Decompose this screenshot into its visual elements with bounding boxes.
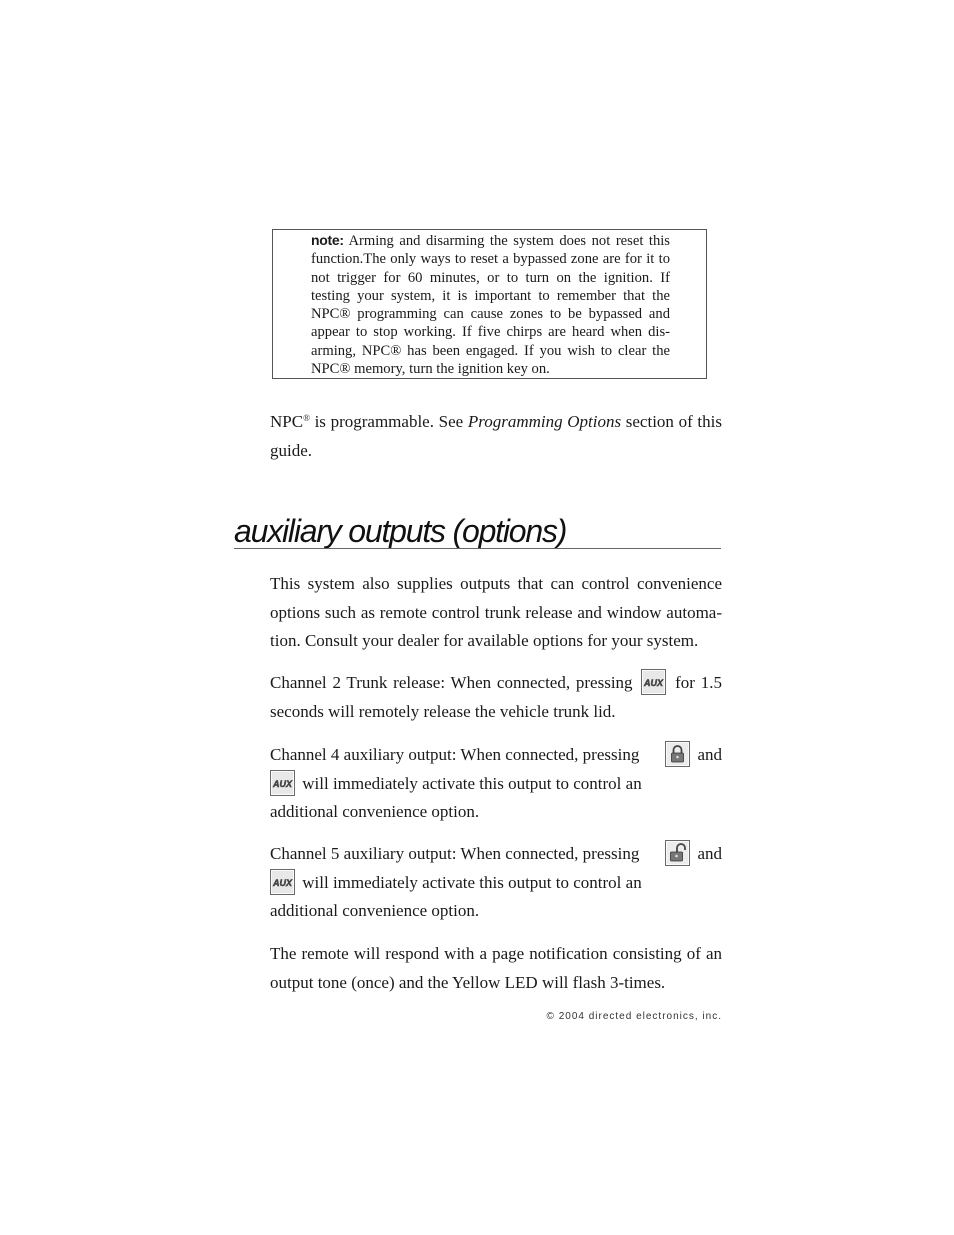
aux-button-icon bbox=[270, 869, 295, 895]
note-line: appear to stop working. If five chirps are heard when dis- bbox=[311, 324, 670, 341]
svg-text:AUX: AUX bbox=[272, 778, 293, 789]
lock-button-icon bbox=[665, 741, 690, 767]
note-line: testing your system, it is important to remember that the bbox=[311, 287, 670, 304]
ch2-text-after: for 1.5 seconds will remotely release the vehicle trunk lid. bbox=[270, 673, 723, 721]
note-line: NPC® memory, turn the ignition key on. bbox=[311, 361, 550, 378]
registered-mark: ® bbox=[303, 413, 310, 423]
remote-response-paragraph: The remote will respond with a page notification consisting of an output tone (once) and the Yellow LED will flash 3-times. bbox=[270, 944, 722, 992]
note-line: function.The only ways to reset a bypassed zone are for it bbox=[311, 251, 655, 268]
npc-text-end: section of this guide. bbox=[270, 412, 722, 460]
note-line: Arming and disarming the system does not reset this bbox=[348, 233, 670, 249]
npc-paragraph bbox=[270, 404, 722, 465]
npc-text-mid: is programmable. See bbox=[309, 412, 468, 431]
ch5-and: and bbox=[697, 844, 722, 863]
aux-button-icon bbox=[270, 770, 295, 796]
ch2-text: Channel 2 Trunk release: When connected, pressing bbox=[270, 673, 633, 692]
ch4-text-after: will immediately activate this output to control an bbox=[302, 773, 642, 793]
ch5-text: Channel 5 auxiliary output: When connected, pressing bbox=[270, 844, 640, 863]
ch4-text-line3: additional convenience option. bbox=[270, 802, 480, 821]
unlock-button-icon bbox=[665, 840, 690, 866]
svg-text:AUX: AUX bbox=[644, 678, 664, 689]
copyright: © 2004 directed electronics, inc. bbox=[546, 1011, 722, 1022]
note-line: to not trigger for 60 minutes, or to turn on the ignition. If bbox=[311, 251, 670, 286]
intro-paragraph: This system also supplies outputs that can control convenience options such as remote control trunk release and window automa-tion. Consult your dealer for available options for your system. bbox=[270, 574, 722, 650]
programming-options-ref: Programming Options bbox=[467, 412, 622, 431]
heading-rule bbox=[234, 548, 721, 549]
section-heading: auxiliary outputs (options) bbox=[234, 513, 567, 549]
channel-4-paragraph bbox=[270, 741, 722, 827]
ch4-and: and bbox=[697, 745, 722, 764]
svg-text:AUX: AUX bbox=[272, 877, 293, 888]
ch4-text: Channel 4 auxiliary output: When connected, pressing bbox=[270, 745, 640, 764]
note-label: note: bbox=[311, 232, 344, 248]
channel-5-paragraph bbox=[270, 840, 722, 926]
note-line: arming, NPC® has been engaged. If you wish to clear the bbox=[311, 342, 670, 359]
npc-text: NPC bbox=[270, 412, 304, 431]
aux-button-icon bbox=[641, 669, 666, 695]
ch5-text-line3: additional convenience option. bbox=[270, 901, 480, 920]
note-text bbox=[311, 231, 670, 378]
ch5-text-after: will immediately activate this output to control an bbox=[302, 872, 642, 892]
note-line: NPC® programming can cause zones to be bypassed and bbox=[311, 306, 670, 323]
channel-2-paragraph bbox=[270, 669, 722, 726]
